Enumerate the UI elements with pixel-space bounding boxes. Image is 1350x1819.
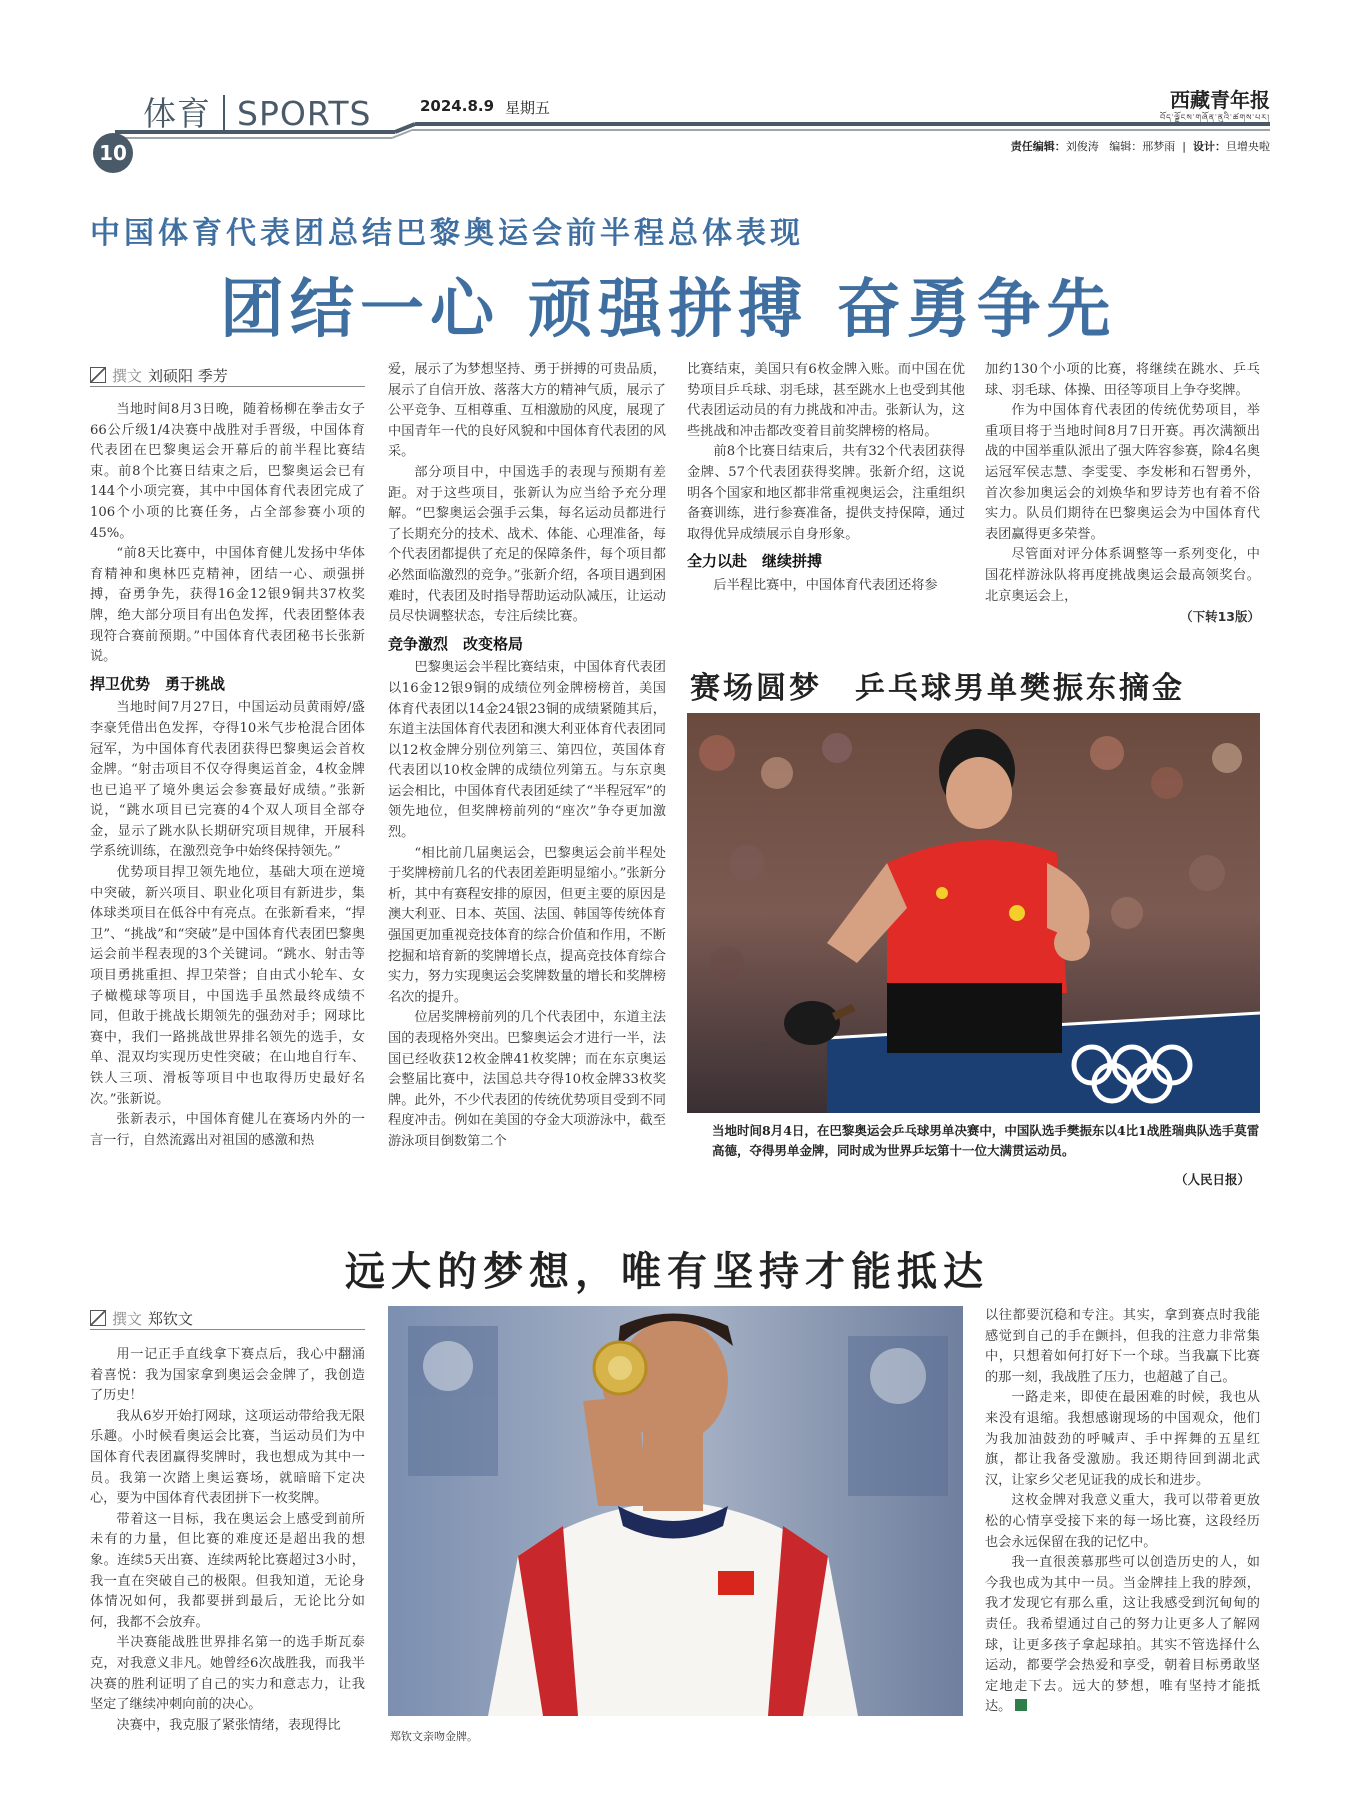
article1-column-1 bbox=[90, 400, 365, 1151]
subheading: 捍卫优势 勇于挑战 bbox=[90, 674, 226, 693]
pen-icon bbox=[90, 367, 106, 383]
page-number: 10 bbox=[93, 133, 133, 173]
byline-rule bbox=[90, 1329, 365, 1330]
photo-tennis-gold bbox=[388, 1306, 963, 1716]
article2-byline: 撰文 郑钦文 bbox=[90, 1308, 193, 1329]
paragraph: 作为中国体育代表团的传统优势项目，举重项目将于当地时间8月7日开赛。再次满额出战的中国举重队派出了强大阵容参赛，除4名奥运冠军侯志慧、李雯雯、李发彬和石智勇外，首次参加奥运会的刘焕华和罗诗芳也有着不俗实力。队员们期待在巴黎奥运会为中国体育代表团赢得更多荣誉。 bbox=[985, 403, 1260, 542]
paragraph: 优势项目捍卫领先地位，基础大项在逆境中突破，新兴项目、职业化项目有新进步，集体球类项目在低谷中有亮点。在张新看来，“捍卫”、“挑战”和“突破”是中国体育代表团巴黎奥运会前半程表现的3个关键词。“跳水、射击等项目勇挑重担、捍卫荣誉；自由式小轮车、女子橄榄球等项目，中国选手虽然最终成绩不同，但敢于挑战长期领先的强劲对手；网球比赛中，我们一路挑战世界排名领先的选手，女单、混双均实现历史性突破；在山地自行车、铁人三项、滑板等项目中也取得历史最好名次。”张新说。 bbox=[90, 865, 365, 1107]
photo1-caption: 当地时间8月4日，在巴黎奥运会乒乓球男单决赛中，中国队选手樊振东以4比1战胜瑞典队选手莫雷高德，夺得男单金牌，同时成为世界乒坛第十一位大满贯运动员。 bbox=[712, 1123, 1260, 1158]
paragraph: 以往都要沉稳和专注。其实，拿到赛点时我能感觉到自己的手在颤抖，但我的注意力非常集中，只想着如何打好下一个球。当我赢下比赛的那一刻，我战胜了压力，也超越了自己。 bbox=[985, 1308, 1260, 1385]
issue-weekday: 星期五 bbox=[505, 99, 551, 117]
article1-byline: 撰文 刘硕阳 季芳 bbox=[90, 365, 228, 386]
paragraph: 部分项目中，中国选手的表现与预期有差距。对于这些项目，张新认为应当给予充分理解。“巴黎奥运会强手云集，每名运动员都进行了长期充分的技术、战术、体能、心理准备，每个代表团都提供了充足的保障条件，每个项目都必然面临激烈的竞争。”张新介绍，各项目遇到困难时，代表团及时指导帮助运动队减压，让运动员尽快调整状态，专注后续比赛。 bbox=[388, 464, 666, 625]
paragraph: 决赛中，我克服了紧张情绪，表现得比 bbox=[116, 1717, 341, 1733]
photo-table-tennis bbox=[687, 713, 1260, 1113]
paragraph: 用一记正手直线拿下赛点后，我心中翻涌着喜悦：我为国家拿到奥运会金牌了，我创造了历史！ bbox=[90, 1347, 365, 1404]
issue-date: 2024.8.9 bbox=[420, 97, 495, 115]
section-title: 体育 SPORTS bbox=[143, 94, 372, 133]
end-mark-icon bbox=[1015, 1699, 1027, 1711]
paragraph: 前8个比赛日结束后，共有32个代表团获得金牌、57个代表团获得奖牌。张新介绍，这说明各个国家和地区都非常重视奥运会，注重组织备赛训练，进行参赛准备，提供支持保障，通过取得优异成绩展示自身形象。 bbox=[687, 444, 965, 542]
paragraph: 一路走来，即使在最困难的时候，我也从来没有退缩。我想感谢现场的中国观众，他们为我加油鼓劲的呼喊声、手中挥舞的五星红旗，都让我备受激励。我还期待回到湖北武汉，让家乡父老见证我的成长和进步。 bbox=[985, 1390, 1260, 1488]
article1-headline: 团结一心 顽强拼搏 奋勇争先 bbox=[220, 273, 1117, 347]
subheading: 全力以赴 继续拼搏 bbox=[687, 552, 823, 571]
paragraph: 后半程比赛中，中国体育代表团还将参 bbox=[713, 577, 938, 593]
paragraph: 爱，展示了为梦想坚持、勇于拼搏的可贵品质，展示了自信开放、落落大方的精神气质，展示了公平竞争、互相尊重、互相激励的风度，展现了中国青年一代的良好风貌和中国体育代表团的风采。 bbox=[388, 362, 666, 460]
paragraph: 当地时间8月3日晚，随着杨柳在拳击女子66公斤级1/4决赛中战胜对手晋级，中国体育代表团在巴黎奥运会开幕后的前半程比赛结束。前8个比赛日结束之后，巴黎奥运会已有144个小项完赛，其中中国体育代表团完成了106个小项的比赛任务，占全部参赛小项的45%。 bbox=[90, 402, 365, 541]
paragraph: “相比前几届奥运会，巴黎奥运会前半程处于奖牌榜前几名的代表团差距明显缩小。”张新分析，其中有赛程安排的原因，但更主要的原因是澳大利亚、日本、英国、法国、韩国等传统体育强国更加重视竞技体育的综合价值和作用，不断挖掘和培育新的奖牌增长点，提高竞技体育综合实力，努力实现奥运会奖牌数量的增长和奖牌榜名次的提升。 bbox=[388, 845, 666, 1005]
paragraph: “前8天比赛中，中国体育健儿发扬中华体育精神和奥林匹克精神，团结一心、顽强拼搏，奋勇争先，获得16金12银9铜共37枚奖牌，绝大部分项目有出色发挥，代表团整体表现符合赛前预期。”中国体育代表团秘书长张新说。 bbox=[90, 546, 365, 665]
paragraph: 当地时间7月27日，中国运动员黄雨婷/盛李豪凭借出色发挥，夺得10米气步枪混合团体冠军，为中国体育代表团获得巴黎奥运会首枚金牌。“射击项目不仅夺得奥运首金，4枚金牌也已追平了境外奥运会参赛最好成绩。”张新说，“跳水项目已完赛的4个双人项目全部夺金，显示了跳水队长期研究项目规律，开展科学系统训练，在激烈竞争中始终保持领先。” bbox=[90, 700, 365, 860]
paragraph: 带着这一目标，我在奥运会上感受到前所未有的力量，但比赛的难度还是超出我的想象。连续5天出赛、连续两轮比赛超过3小时，我一直在突破自己的极限。但我知道，无论身体情况如何，我都要拼到最后，无论比分如何，我都不会放弃。 bbox=[90, 1511, 365, 1630]
photo1-title: 赛场圆梦 乒乓球男单樊振东摘金 bbox=[690, 671, 1185, 706]
paragraph: 位居奖牌榜前列的几个代表团中，东道主法国的表现格外突出。巴黎奥运会才进行一半，法国已经收获12枚金牌41枚奖牌；而在东京奥运会整届比赛中，法国总共夺得10枚金牌33枚奖牌。此外，不少代表团的传统优势项目受到不同程度冲击。例如在美国的夺金大项游泳中，截至游泳项目倒数第二个 bbox=[388, 1010, 666, 1149]
paragraph: 加约130个小项的比赛，将继续在跳水、乒乓球、羽毛球、体操、田径等项目上争夺奖牌。 bbox=[985, 362, 1260, 398]
pen-icon bbox=[90, 1310, 106, 1326]
byline-rule bbox=[90, 386, 365, 387]
paragraph: 尽管面对评分体系调整等一系列变化，中国花样游泳队将再度挑战奥运会最高领奖台。北京奥运会上， bbox=[985, 547, 1260, 604]
article2-headline: 远大的梦想，唯有坚持才能抵达 bbox=[345, 1248, 989, 1295]
paper-logo-tibetan: བོད་ལྗོངས་གཞོན་ནུའི་ཚགས་པར། bbox=[1160, 113, 1270, 122]
paragraph: 我从6岁开始打网球，这项运动带给我无限乐趣。小时候看奥运会比赛，当运动员们为中国体育代表团赢得奖牌时，我也想成为其中一员。我第一次踏上奥运赛场，就暗暗下定决心，要为中国体育代表团拼下一枚奖牌。 bbox=[90, 1408, 365, 1507]
article2-column-3 bbox=[985, 1306, 1260, 1718]
article2-column-1 bbox=[90, 1345, 365, 1736]
paper-logo: 西藏青年报 bbox=[1170, 88, 1270, 112]
subheading: 竞争激烈 改变格局 bbox=[388, 634, 524, 653]
editor-credits: 责任编辑：刘俊涛 编辑：邢梦雨 | 设计：旦增央啦 bbox=[1010, 140, 1270, 153]
paragraph: 这枚金牌对我意义重大，我可以带着更放松的心情享受接下来的每一场比赛，这段经历也会永远保留在我的记忆中。 bbox=[985, 1493, 1260, 1550]
paragraph: 半决赛能战胜世界排名第一的选手斯瓦泰克，对我意义非凡。她曾经6次战胜我，而我半决赛的胜利证明了自己的实力和意志力，让我坚定了继续冲刺向前的决心。 bbox=[90, 1635, 365, 1713]
photo1-source: （人民日报） bbox=[1175, 1172, 1251, 1187]
paragraph: 我一直很羡慕那些可以创造历史的人，如今我也成为其中一员。当金牌挂上我的脖颈，我才发现它有那么重，这让我感受到沉甸甸的责任。我希望通过自己的努力让更多人了解网球，让更多孩子拿起球拍。其实不管选择什么运动，都要学会热爱和享受，朝着目标勇敢坚定地走下去。远大的梦想，唯有坚持才能抵达。 bbox=[985, 1555, 1260, 1715]
photo2-caption: 郑钦文亲吻金牌。 bbox=[390, 1730, 478, 1743]
paragraph: 比赛结束，美国只有6枚金牌入账。而中国在优势项目乒乓球、羽毛球，甚至跳水上也受到其他代表团运动员的有力挑战和冲击。张新认为，这些挑战和冲击都改变着目前奖牌榜的格局。 bbox=[687, 362, 965, 439]
article1-column-2 bbox=[388, 360, 666, 1153]
paragraph: 张新表示，中国体育健儿在赛场内外的一言一行，自然流露出对祖国的感激和热 bbox=[90, 1112, 365, 1148]
article1-kicker: 中国体育代表团总结巴黎奥运会前半程总体表现 bbox=[90, 216, 804, 251]
article1-column-3 bbox=[687, 360, 965, 597]
paragraph: 巴黎奥运会半程比赛结束，中国体育代表团以16金12银9铜的成绩位列金牌榜榜首，美国体育代表团以14金24银23铜的成绩紧随其后，东道主法国体育代表团和澳大利亚体育代表团同以12枚金牌分别位列第三、第四位，英国体育代表团以10枚金牌的成绩位列第五。与东京奥运会相比，中国体育代表团延续了“半程冠军”的领先地位，但奖牌榜前列的“座次”争夺更加激烈。 bbox=[388, 660, 666, 841]
article1-column-4: 加约130个小项的比赛，将继续在跳水、乒乓球、羽毛球、体操、田径等项目上争夺奖牌。 作为中国体育代表团的传统优势项目，举重项目将于当地时间8月7日开赛。再次满额出战的中国举重队派出了强大阵容参赛，除4名奥运冠军侯志慧、李雯雯、李发彬和石智勇外，首次参加奥运会的刘焕华和罗诗芳也有着不俗实力。队员们期待在巴黎奥运会为中国体育代表团赢得更多荣誉。 尽管面对评分体系调整等一系列变化，中国花样游泳队将再度挑战奥运会最高领奖台。北京奥运会上， （下转13版） bbox=[985, 362, 1260, 625]
